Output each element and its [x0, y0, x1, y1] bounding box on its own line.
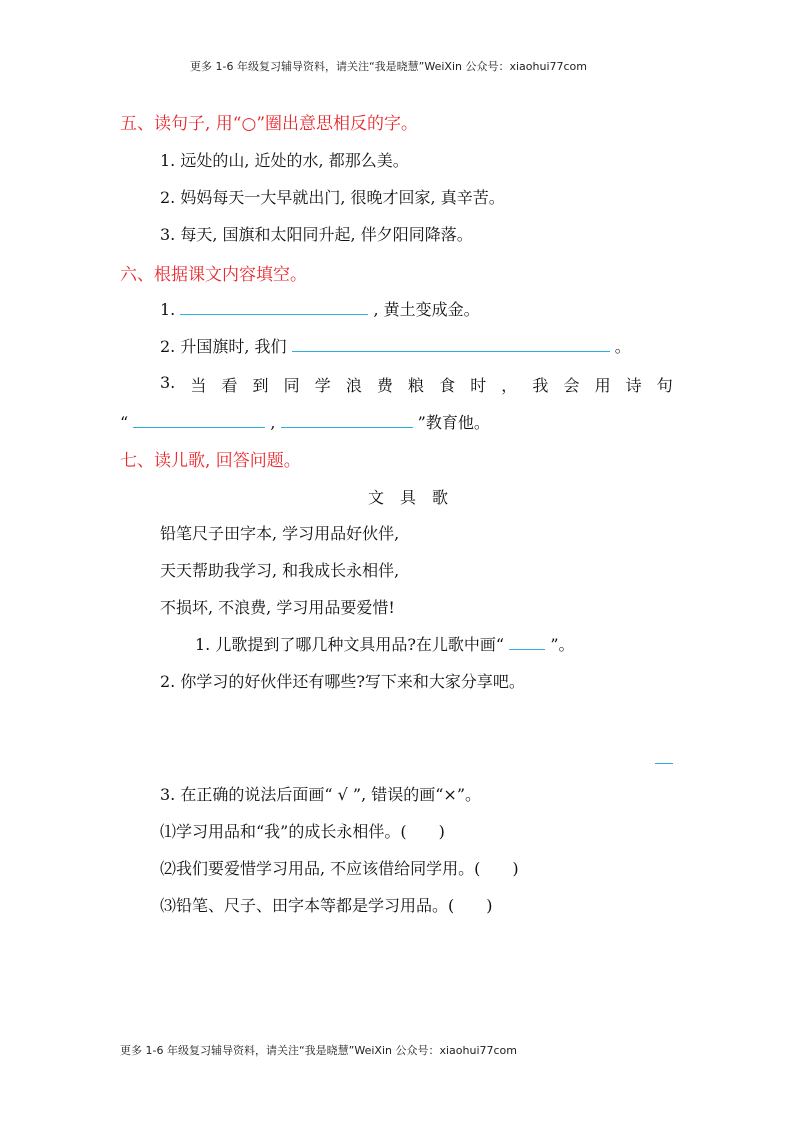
item-text: 2. 升国旗时, 我们 — [160, 337, 287, 356]
poem-line-1: 铅笔尺子田字本, 学习用品好伙伴, — [160, 524, 400, 543]
spread-char: 浪 — [345, 376, 362, 395]
item-text: 。 — [614, 337, 631, 356]
spread-char: 当 — [190, 376, 207, 395]
spread-char: 会 — [563, 376, 580, 395]
spread-char: 3. — [160, 373, 176, 392]
spread-char: 时 — [470, 376, 487, 395]
fill-blank[interactable] — [180, 300, 368, 315]
section-6-item-3-line-2 — [120, 410, 490, 433]
spread-char: 粮 — [408, 376, 425, 395]
spread-char: 学 — [314, 376, 331, 395]
comma: , — [270, 413, 276, 432]
question-3: 3. 在正确的说法后面画“ √ ”, 错误的画“×”。 — [160, 785, 482, 804]
poem-line-2: 天天帮助我学习, 和我成长永相伴, — [160, 561, 400, 580]
judgement-1: ⑴学习用品和“我”的成长永相伴。( ) — [160, 822, 445, 841]
question-text: 1. 儿歌提到了哪几种文具用品?在儿歌中画“ — [195, 635, 505, 654]
judgement-2: ⑵我们要爱惜学习用品, 不应该借给同学用。( ) — [160, 859, 519, 878]
open-quote: “ — [120, 413, 129, 432]
section-5-title: 五、读句子, 用“○”圈出意思相反的字。 — [120, 114, 419, 134]
fill-blank[interactable] — [133, 413, 265, 428]
page-header: 更多 1-6 年级复习辅导资料，请关注“我是晓慧”WeiXin 公众号：xiaohui77com — [190, 60, 587, 73]
page-footer: 更多 1-6 年级复习辅导资料，请关注“我是晓慧”WeiXin 公众号：xiaohui77com — [120, 1044, 517, 1057]
section-6-item-2 — [160, 334, 631, 357]
spread-char: 看 — [221, 376, 238, 395]
poem-title: 文 具 歌 — [368, 488, 449, 507]
spread-char: 句 — [656, 376, 673, 395]
spread-char: 费 — [376, 376, 393, 395]
fill-blank[interactable] — [292, 337, 610, 352]
question-2: 2. 你学习的好伙伴还有哪些?写下来和大家分享吧。 — [160, 672, 525, 691]
item-text: ”教育他。 — [417, 413, 490, 432]
section-6-title: 六、根据课文内容填空。 — [120, 265, 307, 285]
section-5-item-1: 1. 远处的山, 近处的水, 都那么美。 — [160, 151, 409, 170]
section-6-item-1 — [160, 297, 480, 320]
judgement-3: ⑶铅笔、尺子、田字本等都是学习用品。( ) — [160, 896, 493, 915]
spread-char: 我 — [532, 376, 549, 395]
spread-char: 食 — [439, 376, 456, 395]
spread-char: ， — [501, 376, 518, 395]
spread-char: 诗 — [625, 376, 642, 395]
section-7-title: 七、读儿歌, 回答问题。 — [120, 451, 301, 471]
section-5-item-2: 2. 妈妈每天一大早就出门, 很晚才回家, 真辛苦。 — [160, 188, 505, 207]
spread-char: 到 — [252, 376, 269, 395]
section-6-item-3-line-1 — [160, 373, 673, 396]
question-text: ”。 — [550, 635, 575, 654]
item-number: 1. — [160, 300, 176, 319]
spread-char: 同 — [283, 376, 300, 395]
poem-line-3: 不损坏, 不浪费, 学习用品要爱惜! — [160, 598, 395, 617]
section-5-item-3: 3. 每天, 国旗和太阳同升起, 伴夕阳同降落。 — [160, 225, 473, 244]
answer-line[interactable] — [655, 763, 673, 764]
spread-char: 用 — [594, 376, 611, 395]
fill-blank[interactable] — [509, 635, 545, 650]
question-1 — [195, 632, 575, 655]
fill-blank[interactable] — [281, 413, 413, 428]
item-text: , 黄土变成金。 — [373, 300, 480, 319]
